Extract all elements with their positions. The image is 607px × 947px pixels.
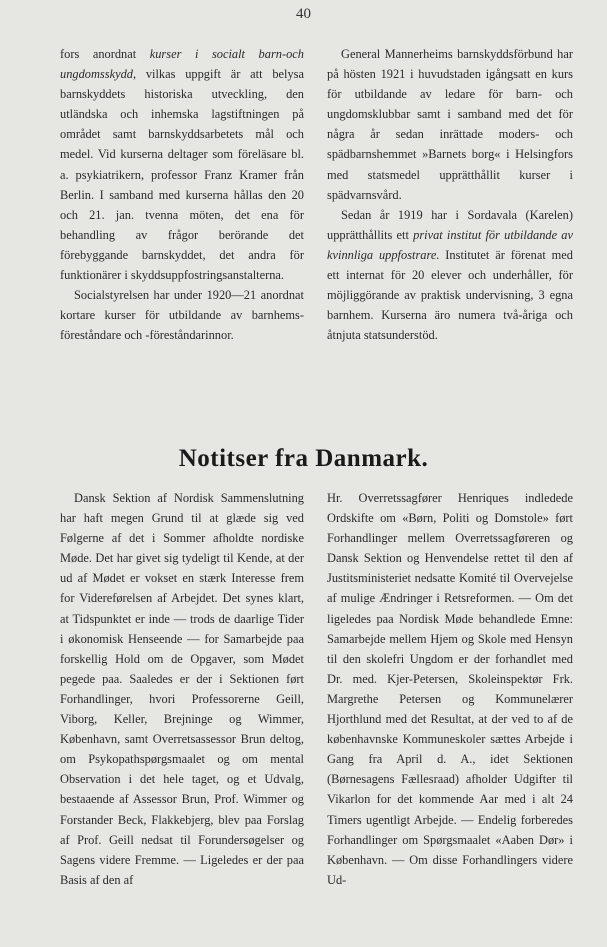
- italic-text-run: privat institut för utbildande av kvinnliga uppfostrare.: [327, 227, 573, 262]
- text-run: fors anordnat: [60, 47, 150, 61]
- italic-text-run: kurser i socialt barn-och ungdomsskydd,: [60, 47, 304, 82]
- text-run: Sedan år 1919 har i Sordavala (Karelen) upprätthållits ett: [327, 207, 573, 242]
- section-heading: Notitser fra Danmark.: [178, 445, 429, 472]
- paragraph: [60, 44, 304, 285]
- danish-column-left: [60, 488, 304, 890]
- text-run: vilkas uppgift är att belysa barnskyddets historiska utveckling, den utländska och inhemska lagstiftningen på området samt barnskyddsarbetets mål och medel. Vid kurserna deltager som föreläsare bl. a. psykiatrikern, professor Franz Kramer från Berlin. I samband med kurserna hållas den 20 och 21. jan. tvenna möten, det ena för behandling av frågor berörande det förebyggande barnskyddet, det andra för funktionärer i skyddsuppfostringsanstalterna.: [60, 67, 304, 283]
- swedish-column-right: [327, 44, 573, 345]
- paragraph: Dansk Sektion af Nordisk Sammenslutning har haft megen Grund til at glæde sig ved Følgerne af det i Sommer afholdte nordiske Møde. Det har givet sig tydeligt til Kende, at der ud af Mødet er vokset en stærk Interesse frem for Videreførelsen af Arbejdet. Det synes klart, at Tidspunktet er inde — trods de daarlige Tider i økonomisk Henseende — for Samarbejde paa forskellig Hold om de Opgaver, som Mødet pegede paa. Saaledes er der i Sektionen ført Forhandlinger, hvori Professorerne Geill, Viborg, Keller, Brejninge og Wimmer, København, samt Overretsassessor Brun deltog, om Psykopathspørgsmaalet og om mental Observation i det hele taget, og et Udvalg, bestaaende af Assessor Brun, Prof. Wimmer og Forstander Beck, Flakkebjerg, blev paa Forslag af Prof. Geill nedsat til Forundersøgelser og Sagens videre Fremme. — Ligeledes er der paa Basis af den af: [60, 491, 304, 887]
- paragraph: General Mannerheims barnskyddsförbund har på hösten 1921 i huvudstaden igångsatt en kurs för utbildande av ledare för barn- och ungdomsklubbar samt i samband med det för några år sedan inrättade moders- och spädbarnshemmet »Barnets borg« i Helsingfors med statsmedel upprätthållit kurser i spädvarnsvård.: [327, 47, 573, 202]
- paragraph: [327, 205, 573, 346]
- swedish-column-left: [60, 44, 304, 345]
- text-run: Institutet är förenat med ett internat för 20 elever och underhåller, för möjliggörande av praktisk undervisning, 3 egna barnhem. Kurserna äro numera två-åriga och åtnjuta statsunderstöd.: [327, 247, 573, 343]
- page-number: 40: [296, 6, 311, 22]
- paragraph: Socialstyrelsen har under 1920—21 anordnat kortare kurser för utbildande av barnhems-föreståndare och -föreståndarinnor.: [60, 288, 304, 343]
- paragraph: Hr. Overretssagfører Henriques indledede Ordskifte om «Børn, Politi og Domstole» ført Forhandlinger mellem Overretssagføreren og Dansk Sektion og Henvendelse rettet til den af Justitsministeriet nedsatte Komité til Overvejelse af mulige Ændringer i Retsreformen. — Om det ligeledes paa Nordisk Møde behandlede Emne: Samarbejde mellem Hjem og Skole med Hensyn til den skolefri Ungdom er der forhandlet med Dr. med. Kjer-Petersen, Skoleinspektør Frk. Margrethe Petersen og Kommunelærer Hjorthlund med det Resultat, at der ved to af de københavnske Kommuneskoler sættes Arbejde i Gang fra April d. A., idet Sektionen (Børnesagens Fællesraad) afholder Udgifter til Vikarlon for det kommende Aar med i alt 24 Timers ugentligt Arbejde. — Endelig forberedes Forhandlinger om Spørgsmaalet «Aaben Dør» i København. — Om disse Forhandlingers videre Ud-: [327, 491, 573, 887]
- danish-column-right: [327, 488, 573, 890]
